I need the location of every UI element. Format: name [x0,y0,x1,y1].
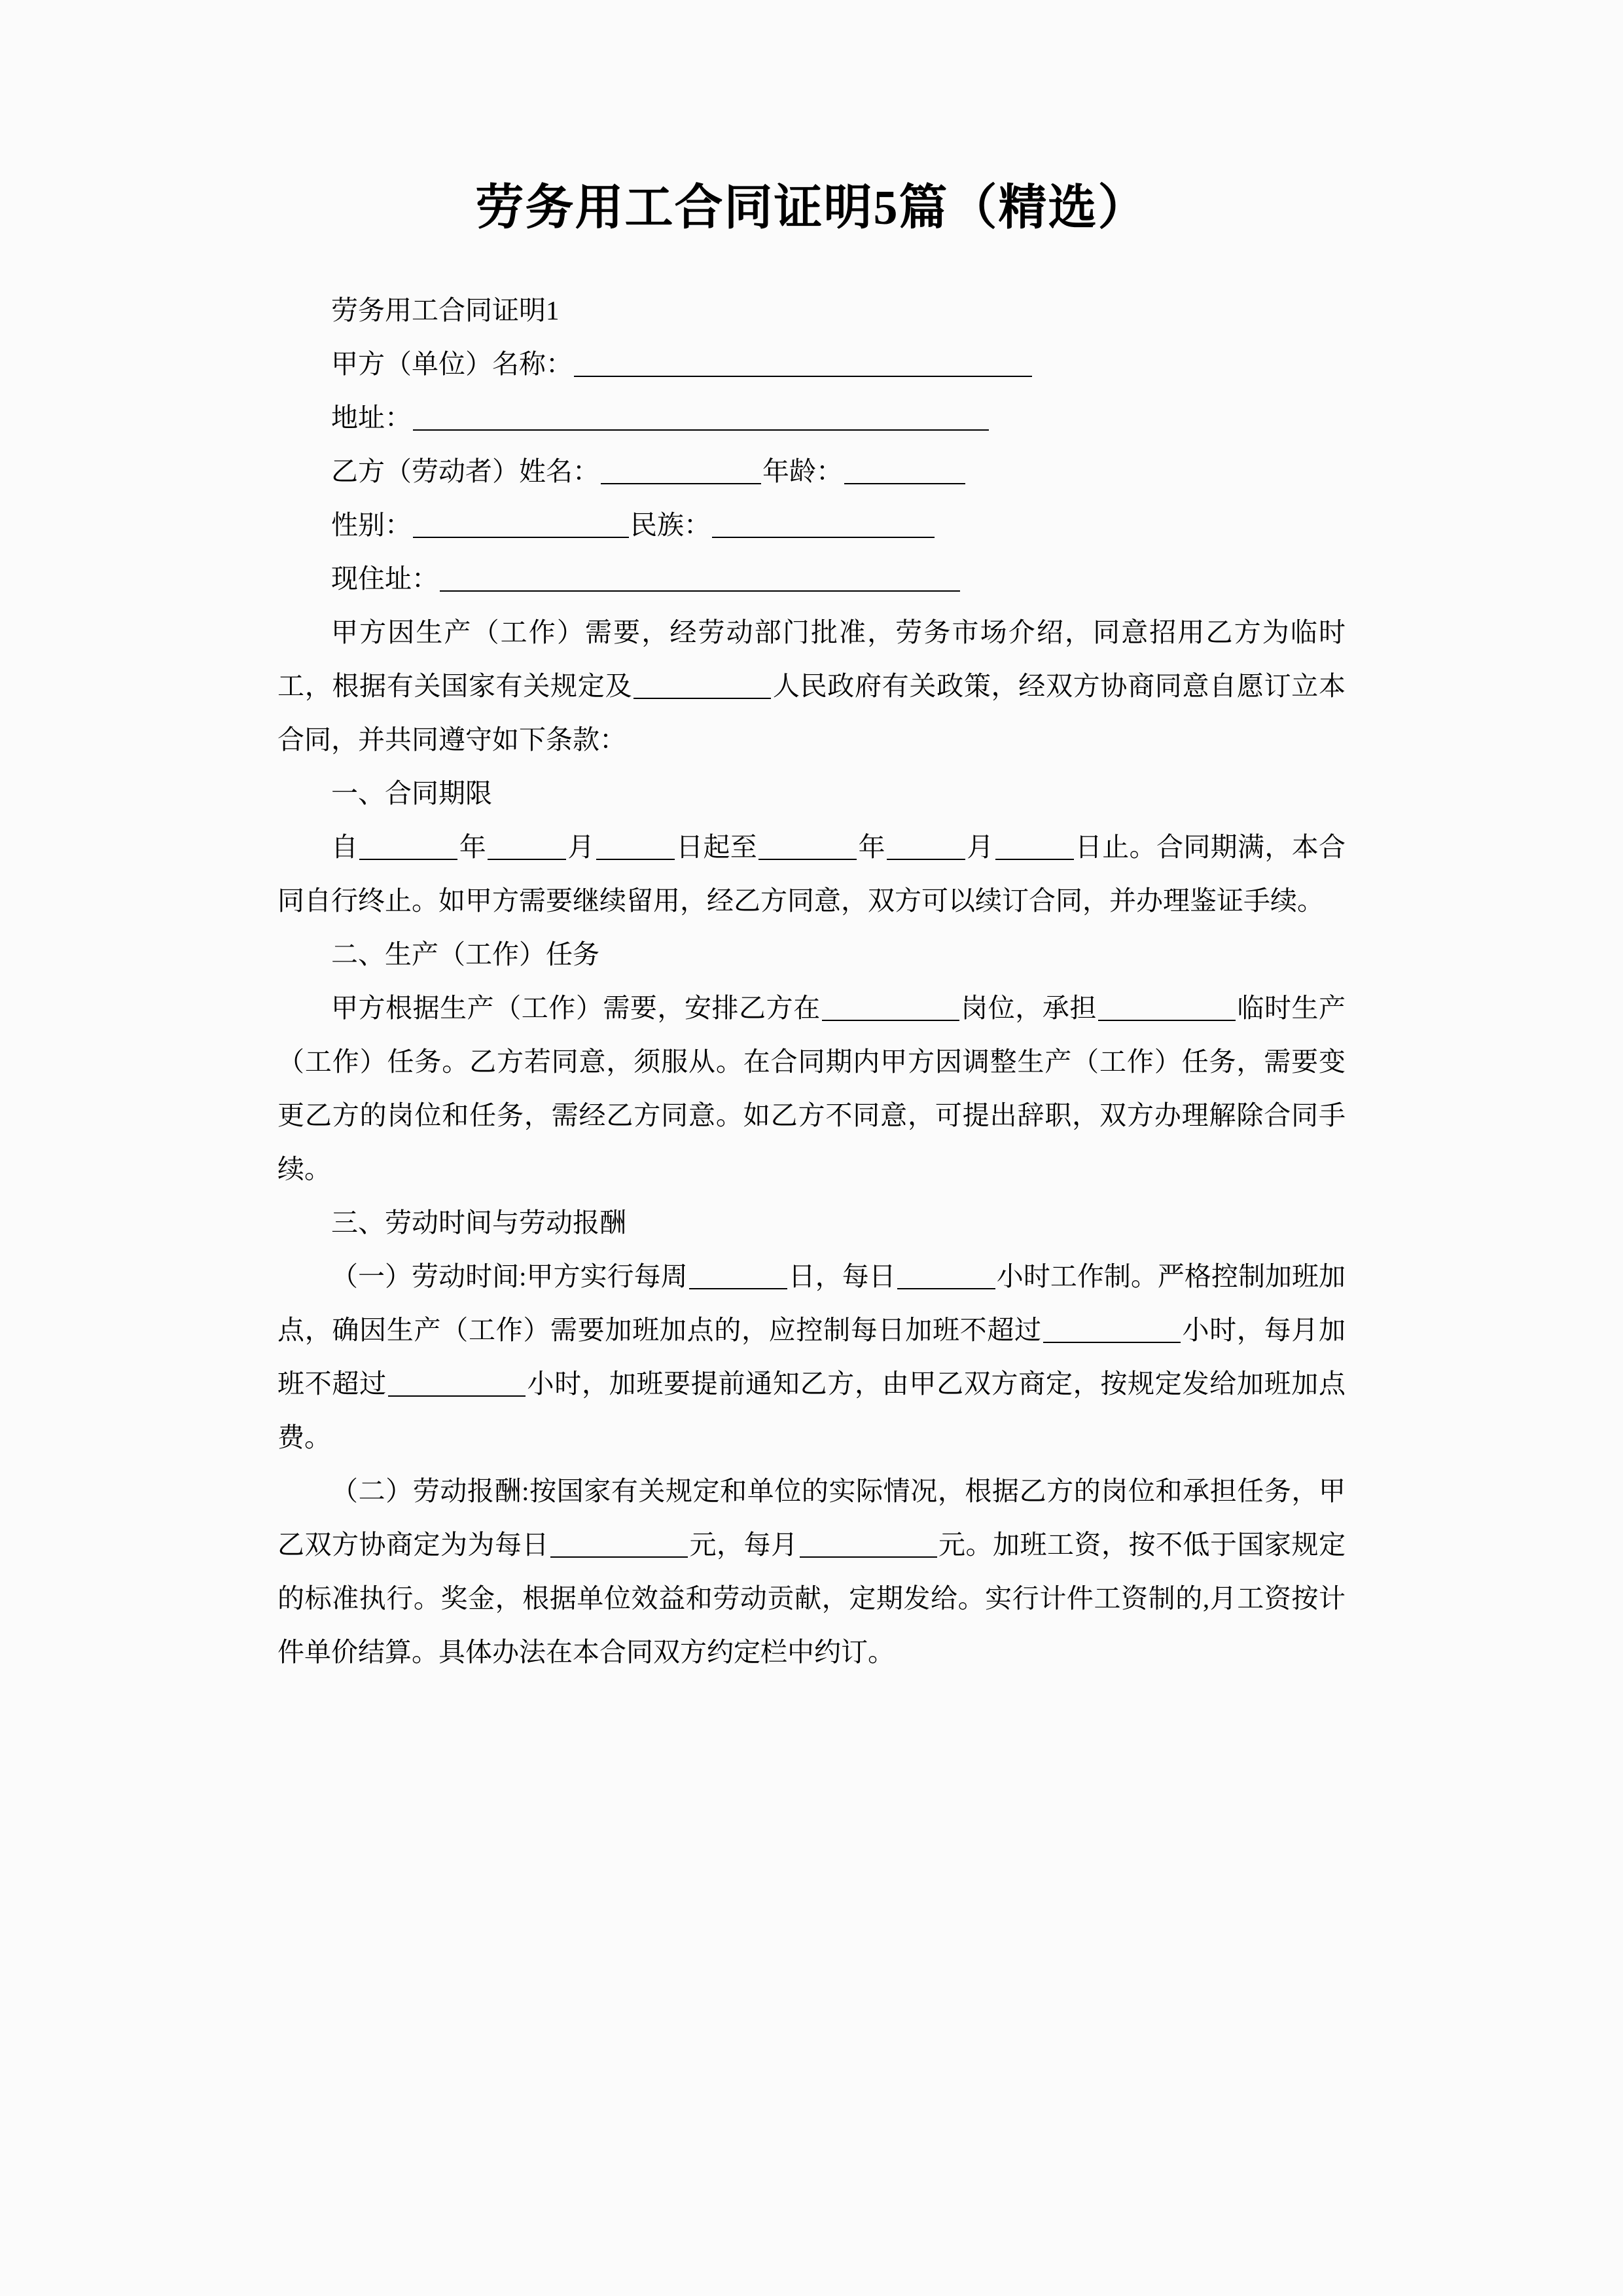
clause-heading-2: 二、生产（工作）任务 [331,939,599,970]
clause-3-text-4: 小时，加班要提前通知乙方，由甲乙双方商定，按规定发给加班加点费。 [277,1369,1346,1453]
clause-1-text-6: 日止。合同期满，本合同自行终止。如甲方需要继续留用，经乙方同意，双方可以续订合同，并办理鉴证手续。 [277,832,1346,916]
clause-3-text-0: （一）劳动时间:甲方实行每周 [331,1261,688,1292]
start-month-blank[interactable] [488,833,566,860]
field-ethnicity-label: 民族： [630,510,711,541]
position-blank[interactable] [822,994,959,1021]
preamble-text-part2: 人民政府有关政策，经双方协商同意自愿订立本合同，并共同遵守如下条款： [277,671,1346,755]
address-blank[interactable] [413,403,989,431]
field-address-label: 地址： [331,403,412,433]
end-day-blank[interactable] [995,833,1074,860]
field-address [277,391,1346,444]
party-b-name-blank[interactable] [601,457,761,484]
field-current-address-label: 现住址： [331,564,438,594]
clause-3-text-2: 小时工作制。严格控制加班加点，确因生产（工作）需要加班加点的，应控制每日加班不超过 [277,1261,1346,1346]
field-party-a-name-label: 甲方（单位）名称： [331,349,573,380]
clause-1-text-2: 月 [567,832,595,863]
preamble-paragraph [277,605,1346,766]
clause-3-text-1: 日，每日 [788,1261,896,1292]
field-age-label: 年龄： [762,456,843,487]
clause-1-text-0: 自 [331,832,359,863]
clause-2-paragraph [277,981,1346,1196]
end-month-blank[interactable] [887,833,965,860]
clause-1-text-5: 月 [966,832,994,863]
clause-1-text-4: 年 [858,832,885,863]
clause-heading-3: 三、劳动时间与劳动报酬 [331,1208,626,1238]
age-blank[interactable] [844,457,965,484]
clause-3b-text-0: （二）劳动报酬:按国家有关规定和单位的实际情况，根据乙方的岗位和承担任务，甲乙双方协商定为为每日 [277,1476,1346,1560]
monthly-wage-blank[interactable] [800,1530,937,1558]
field-party-a-name [277,337,1346,391]
days-per-week-blank[interactable] [689,1262,787,1289]
field-gender-label: 性别： [331,510,412,541]
clause-1-text-3: 日起至 [675,832,758,863]
clause-1-text-1: 年 [459,832,487,863]
party-a-name-blank[interactable] [574,350,1032,377]
clause-heading-1: 一、合同期限 [331,778,492,809]
end-year-blank[interactable] [758,833,857,860]
page-title: 劳务用工合同证明5篇（精选） [475,181,1148,235]
current-address-blank[interactable] [440,564,960,592]
government-blank[interactable] [633,672,771,699]
preamble-text-part1: 甲方因生产（工作）需要，经劳动部门批准，劳务市场介绍，同意招用乙方为临时工，根据有关国家有关规定及 [277,617,1346,702]
clause-3-paragraph-2 [277,1464,1346,1679]
monthly-overtime-blank[interactable] [388,1369,526,1397]
field-current-address [277,552,1346,605]
clause-1-paragraph [277,820,1346,927]
clause-3-text-3: 小时，每月加班不超过 [277,1315,1346,1399]
start-day-blank[interactable] [596,833,675,860]
clause-2-text-0: 甲方根据生产（工作）需要，安排乙方在 [331,993,821,1024]
daily-wage-blank[interactable] [550,1530,688,1558]
clause-3b-text-1: 元，每月 [689,1530,798,1560]
document-body [277,235,1346,1679]
clause-3b-text-2: 元。加班工资，按不低于国家规定的标准执行。奖金，根据单位效益和劳动贡献，定期发给。实行计件工资制的,月工资按计件单价结算。具体办法在本合同双方约定栏中约订。 [277,1530,1346,1668]
task-blank[interactable] [1098,994,1236,1021]
gender-blank[interactable] [413,511,629,538]
daily-overtime-blank[interactable] [1043,1316,1181,1343]
field-party-b-name-age [277,444,1346,498]
start-year-blank[interactable] [359,833,457,860]
ethnicity-blank[interactable] [712,511,935,538]
field-gender-ethnicity [277,498,1346,552]
section-subtitle: 劳务用工合同证明1 [331,295,560,326]
clause-3-paragraph-1 [277,1249,1346,1464]
hours-per-day-blank[interactable] [897,1262,995,1289]
field-party-b-name-label: 乙方（劳动者）姓名： [331,456,599,487]
clause-2-text-2: 临时生产（工作）任务。乙方若同意，须服从。在合同期内甲方因调整生产（工作）任务，需要变更乙方的岗位和任务，需经乙方同意。如乙方不同意，可提出辞职，双方办理解除合同手续。 [277,993,1346,1185]
clause-2-text-1: 岗位，承担 [960,993,1097,1024]
